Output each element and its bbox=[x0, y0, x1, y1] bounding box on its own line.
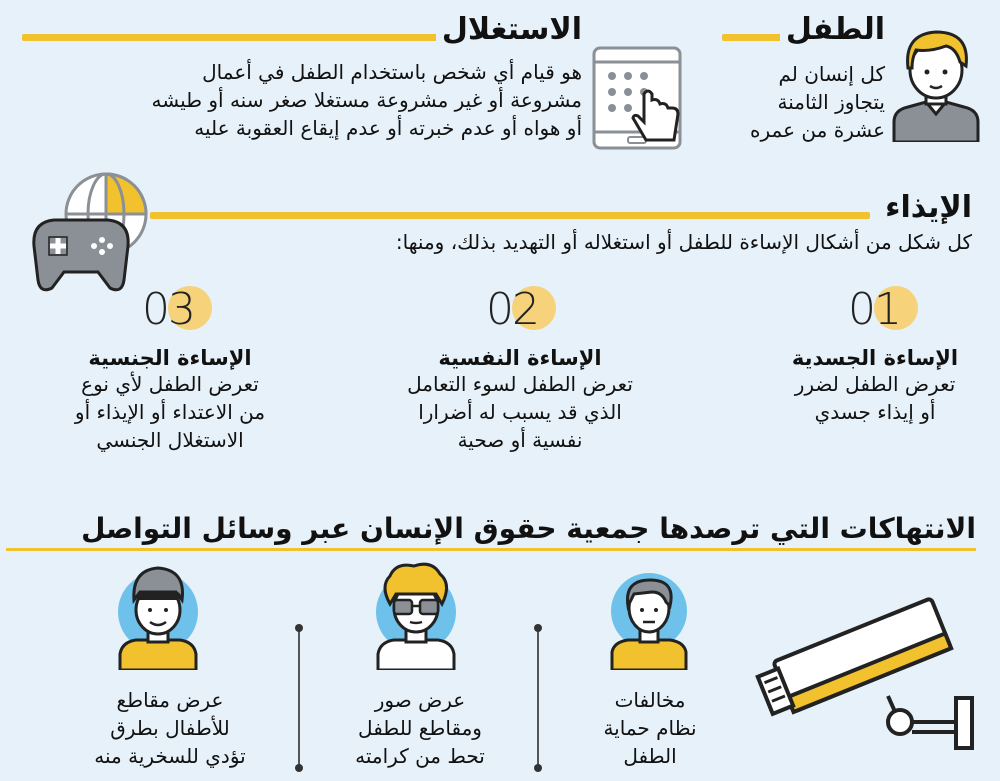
child-avatar-icon bbox=[886, 22, 986, 142]
abuse-type-line: نفسية أو صحية bbox=[457, 428, 583, 452]
violation-line: تؤدي للسخرية منه bbox=[94, 744, 246, 768]
boy-glasses-avatar-icon bbox=[366, 560, 466, 670]
abuse-type-line: الاستغلال الجنسي bbox=[96, 428, 244, 452]
abuse-type-title: الإساءة الجنسية bbox=[88, 346, 252, 370]
exploitation-title: الاستغلال bbox=[436, 14, 582, 46]
abuse-number-text: 03 bbox=[142, 284, 194, 335]
violations-title: الانتهاكات التي ترصدها جمعية حقوق الإنسان عبر وسائل التواصل bbox=[6, 512, 976, 551]
violation-line: عرض مقاطع bbox=[116, 688, 224, 712]
abuse-number-02 bbox=[486, 282, 556, 342]
child-line-1: كل إنسان لم bbox=[778, 62, 885, 86]
abuse-type-title: الإساءة النفسية bbox=[438, 346, 602, 370]
child-description bbox=[685, 60, 885, 144]
harm-title: الإيذاء bbox=[879, 192, 972, 224]
tablet-touch-icon bbox=[588, 44, 688, 154]
boy-cap-avatar-icon bbox=[108, 560, 208, 670]
violation-line: مخالفات bbox=[614, 688, 686, 712]
violation-line: ومقاطع للطفل bbox=[358, 716, 482, 740]
harm-intro: كل شكل من أشكال الإساءة للطفل أو استغلاله أو التهديد بذلك، ومنها: bbox=[395, 230, 972, 254]
violation-line: للأطفال بطرق bbox=[110, 716, 230, 740]
abuse-type-psychological bbox=[370, 346, 670, 454]
violation-line: الطفل bbox=[623, 744, 677, 768]
exploitation-line-3: أو هواه أو عدم خبرته أو عدم إيقاع العقوبة عليه bbox=[194, 116, 582, 140]
abuse-type-line: من الاعتداء أو الإيذاء أو bbox=[74, 400, 266, 424]
abuse-type-line: تعرض الطفل لأي نوع bbox=[81, 372, 259, 396]
abuse-number-01 bbox=[848, 282, 918, 342]
child-title: الطفل bbox=[780, 14, 885, 46]
abuse-number-03 bbox=[142, 282, 212, 342]
child-line-3: عشرة من عمره bbox=[750, 118, 885, 142]
abuse-type-line: تعرض الطفل لسوء التعامل bbox=[407, 372, 633, 396]
violation-line: نظام حماية bbox=[603, 716, 697, 740]
exploitation-line-1: هو قيام أي شخص باستخدام الطفل في أعمال bbox=[202, 60, 582, 84]
violation-item-2 bbox=[310, 686, 530, 770]
harm-title-bar bbox=[150, 212, 870, 219]
violation-item-1 bbox=[560, 686, 740, 770]
abuse-type-line: أو إيذاء جسدي bbox=[814, 400, 936, 424]
violation-item-3 bbox=[60, 686, 280, 770]
globe-gamepad-icon bbox=[28, 168, 158, 298]
violation-line: تحط من كرامته bbox=[355, 744, 485, 768]
abuse-number-text: 01 bbox=[848, 284, 900, 335]
exploitation-description bbox=[22, 58, 582, 142]
exploitation-line-2: مشروعة أو غير مشروعة مستغلا صغر سنه أو طيشه bbox=[151, 88, 582, 112]
abuse-type-line: الذي قد يسبب له أضرارا bbox=[418, 400, 622, 424]
abuse-number-text: 02 bbox=[486, 284, 538, 335]
divider-line bbox=[298, 628, 300, 768]
violation-line: عرض صور bbox=[374, 688, 466, 712]
abuse-type-line: تعرض الطفل لضرر bbox=[794, 372, 956, 396]
man-avatar-icon bbox=[604, 566, 694, 670]
abuse-type-physical bbox=[760, 346, 990, 426]
abuse-type-sexual bbox=[20, 346, 320, 454]
cctv-camera-icon bbox=[748, 586, 988, 766]
abuse-type-title: الإساءة الجسدية bbox=[791, 346, 959, 370]
child-line-2: يتجاوز الثامنة bbox=[777, 90, 885, 114]
divider-line bbox=[537, 628, 539, 768]
